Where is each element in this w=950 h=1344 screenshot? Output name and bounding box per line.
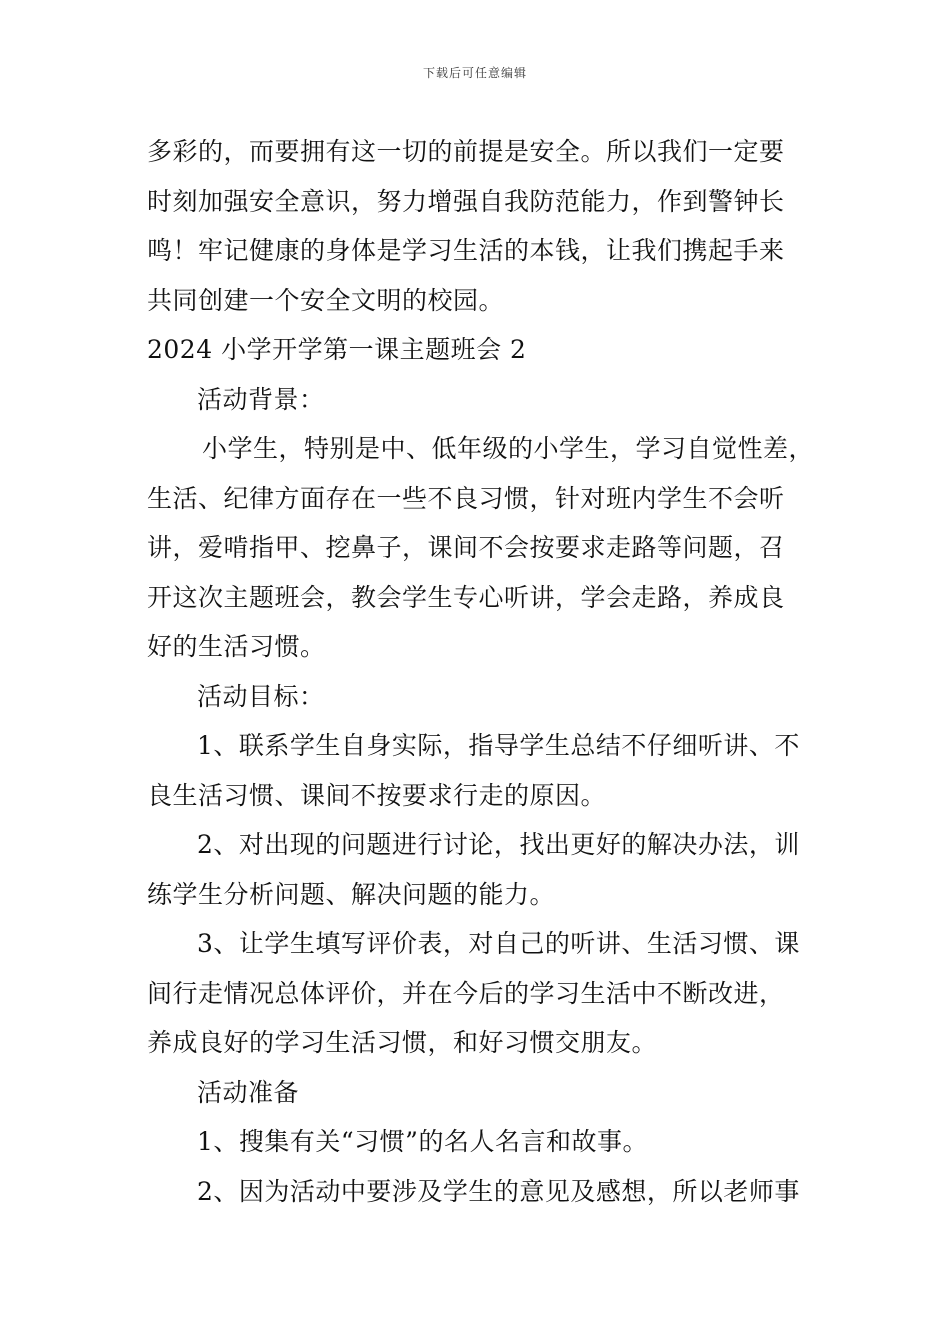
paragraph-line: 开这次主题班会，教会学生专心听讲，学会走路，养成良 xyxy=(147,582,785,612)
paragraph-line: 间行走情况总体评价，并在今后的学习生活中不断改进， xyxy=(147,978,785,1008)
paragraph-line: 好的生活习惯。 xyxy=(147,632,326,661)
section-title: 2024 小学开学第一课主题班会 2 xyxy=(147,335,527,364)
list-item-goal-2: 2、对出现的问题进行讨论，找出更好的解决办法，训 xyxy=(197,830,800,859)
list-item-goal-3: 3、让学生填写评价表，对自己的听讲、生活习惯、课 xyxy=(197,929,800,958)
paragraph-line: 多彩的，而要拥有这一切的前提是安全。所以我们一定要 xyxy=(147,137,785,166)
subheading-activity-background: 活动背景： xyxy=(197,384,325,414)
page-header: 下载后可任意编辑 xyxy=(422,66,527,80)
list-item-goal-1: 1、联系学生自身实际，指导学生总结不仔细听讲、不 xyxy=(197,731,800,760)
subheading-activity-goals: 活动目标： xyxy=(197,681,325,711)
subheading-activity-preparation: 活动准备 xyxy=(197,1077,300,1107)
paragraph-line: 鸣！牢记健康的身体是学习生活的本钱，让我们携起手来 xyxy=(147,236,785,265)
paragraph-line: 时刻加强安全意识，努力增强自我防范能力，作到警钟长 xyxy=(147,186,785,216)
paragraph-line: 小学生，特别是中、低年级的小学生，学习自觉性差， xyxy=(202,434,815,463)
paragraph-line: 养成良好的学习生活习惯，和好习惯交朋友。 xyxy=(147,1028,658,1057)
document-body xyxy=(147,127,817,1216)
paragraph-line: 共同创建一个安全文明的校园。 xyxy=(147,285,505,315)
paragraph-line: 讲，爱啃指甲、挖鼻子，课间不会按要求走路等问题，召 xyxy=(147,533,785,562)
list-item-prep-1: 1、搜集有关“习惯”的名人名言和故事。 xyxy=(197,1127,648,1156)
paragraph-line: 生活、纪律方面存在一些不良习惯，针对班内学生不会听 xyxy=(147,483,785,513)
paragraph-line: 练学生分析问题、解决问题的能力。 xyxy=(147,879,556,909)
list-item-prep-2: 2、因为活动中要涉及学生的意见及感想，所以老师事 xyxy=(197,1176,800,1206)
paragraph-line: 良生活习惯、课间不按要求行走的原因。 xyxy=(147,780,607,810)
